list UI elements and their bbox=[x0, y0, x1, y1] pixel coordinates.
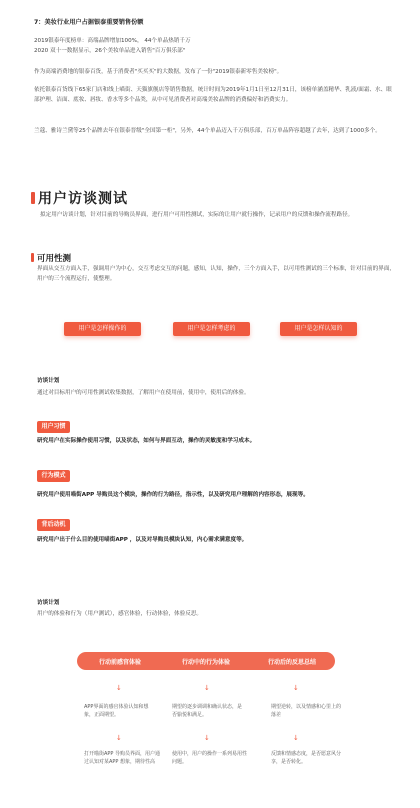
pill-operate: 用户是怎样操作的 bbox=[64, 322, 141, 336]
during-expectation: 期望的逐步调调和确认状态，是否愉悦和满足。 bbox=[172, 704, 243, 718]
during-scenario: 使用中，用户的操作一系列易用性问题。 bbox=[172, 751, 248, 765]
pill-consider: 用户是怎样考虑的 bbox=[173, 322, 250, 336]
section7-heading: 7：美妆行业用户占据银泰重要销售份额 bbox=[34, 19, 144, 26]
interview-title: 用户访谈测试 bbox=[38, 191, 128, 207]
after-scenario: 反馈和情感态度，是否愿意风分享，是否转化。 bbox=[271, 751, 342, 765]
arrow-down-icon: ↓ bbox=[204, 734, 210, 742]
arrow-down-icon: ↓ bbox=[116, 734, 122, 742]
tag-motive: 背后动机 bbox=[37, 519, 70, 531]
stage-after: 行动后的反思总结 bbox=[267, 658, 316, 666]
tag-behavior: 行为模式 bbox=[37, 470, 70, 482]
arrow-down-icon: ↓ bbox=[204, 684, 210, 692]
plan1-title: 访谈计划 bbox=[37, 378, 60, 384]
section7-line-1: 2019银泰年度榜单：高端品牌增加100%， 44个单品热销千万 bbox=[34, 38, 191, 44]
plan1-desc: 通过对目标用户的可用性测试收集数据，了解用户在使用前，使用中，使用后的体验。 bbox=[37, 390, 250, 396]
interview-desc: 拟定用户访谈计划，针对目前的导购员界面，进行用户可用性测试，实际的让用户就行操作，记录用户的反馈和操作流程路径。 bbox=[40, 212, 354, 218]
behavior-text: 研究用户使用喵街APP 导购员这个模块，操作的行为路径，指示性，以及研究用户理解的内容形态，展现等。 bbox=[37, 492, 309, 498]
usability-title: 可用性测 bbox=[37, 254, 72, 264]
plan2-title: 访谈计划 bbox=[37, 600, 60, 606]
section7-para-2: 依托银泰百货线下65家门店和线上喵街、天猫旗舰店等销售数据，统计时间为2019年1月1日至12月31日，该榜单涵盖精华、乳液/面霜、水、眼部护理、洁面、底妆、唇妆、香水等多个品类，从中可见消费者对高端美妆品牌的消费偏好和消费实力。 bbox=[34, 87, 392, 103]
plan2-desc: 用户的体验和行为（用户测试），感官体验，行动体验，体验反思。 bbox=[37, 611, 203, 617]
arrow-down-icon: ↓ bbox=[293, 734, 299, 742]
pill-cognition: 用户是怎样认知的 bbox=[280, 322, 357, 336]
arrow-down-icon: ↓ bbox=[293, 684, 299, 692]
flow-bar bbox=[77, 652, 335, 670]
after-expectation: 期望逆转，以及情感和心里上的落差 bbox=[271, 704, 342, 718]
motive-text: 研究用户出于什么目的使用喵街APP ，以及对导购员模块认知，内心需求满意度等。 bbox=[37, 537, 248, 543]
habit-text: 研究用户在实际操作使用习惯，以及状态，如何与界面互动，操作的灵敏度和学习成本。 bbox=[37, 438, 256, 444]
section7-para-3: 兰蔻、雅诗兰黛等25个品牌去年在银泰晋级"全国第一柜"，另外，44个单品迈入千万俱乐部，百万单品阵容超越了去年，达到了1000多个。 bbox=[34, 128, 381, 134]
stage-during: 行动中的行为体验 bbox=[181, 658, 230, 666]
title-accent-bar bbox=[31, 192, 35, 204]
before-scenario: 打开喵街APP 导购员界面，用户通过认知对某APP 想象，期待性高 bbox=[84, 751, 161, 765]
stage-before: 行动前感官体验 bbox=[98, 658, 141, 666]
tag-habit: 用户习惯 bbox=[37, 421, 70, 433]
section7-line-2: 2020 双十一数据显示，26个美妆单品进入销售"百万俱乐部" bbox=[34, 48, 186, 54]
usability-desc: 界面从交互方面入手，强调用户为中心，交互考虑交互的问题，感知，认知，操作，三个方面入手，以可用性测试的三个标准，针对目前的界面，用户的三个流程运行，使整理。 bbox=[37, 266, 396, 282]
usability-accent-bar bbox=[31, 253, 34, 262]
before-expectation: APP界面的感官体验认知和想象，正面期望。 bbox=[84, 704, 149, 718]
arrow-down-icon: ↓ bbox=[116, 684, 122, 692]
section7-para-1: 作为高端消费地的银泰百货，基于消费者"买买买"的大数据，发布了一份"2019银泰新零售美妆榜"。 bbox=[34, 69, 283, 75]
